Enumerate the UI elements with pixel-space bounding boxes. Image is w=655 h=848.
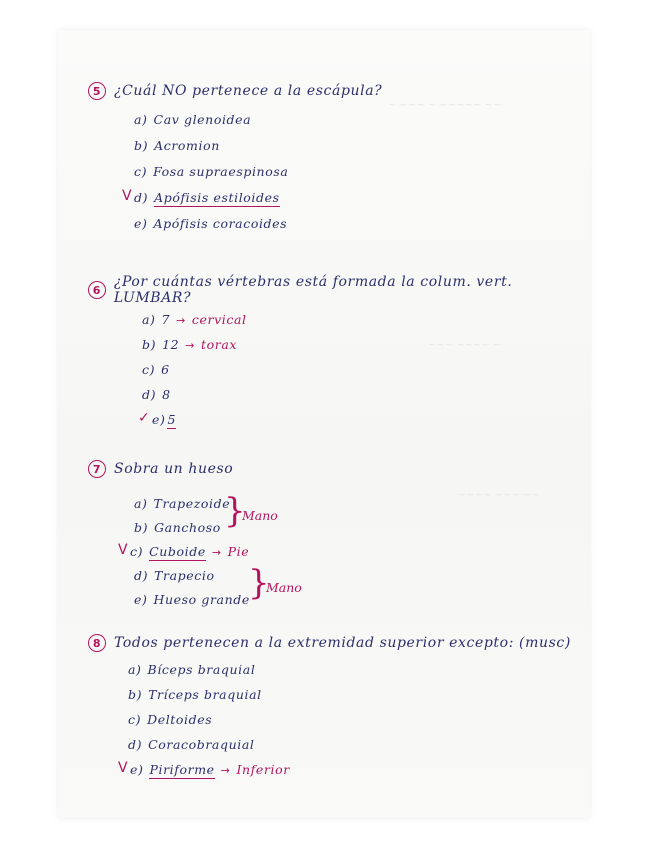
arrow-icon: → [211, 546, 222, 559]
option-c: c) Fosa supraespinosa [134, 164, 289, 179]
arrow-icon: → [220, 764, 231, 777]
question-5 [88, 82, 382, 100]
option-c-correct: c) Cuboide → Pie [130, 544, 250, 559]
question-number-badge: 5 [88, 82, 106, 100]
arrow-icon: → [185, 339, 196, 352]
option-b: b) Acromion [134, 138, 220, 153]
option-b: b) 12 → torax [142, 337, 238, 352]
option-d-correct: d) Apófisis estiloides [134, 190, 280, 205]
question-number-badge: 8 [88, 634, 106, 652]
option-a: a) Trapezoide [134, 496, 231, 511]
question-number-badge: 6 [88, 281, 106, 299]
question-7 [88, 460, 233, 478]
option-e-correct: e) Piriforme → Inferior [130, 762, 290, 777]
option-c: c) Deltoides [128, 712, 213, 727]
paper-sheet [58, 30, 590, 818]
option-e-correct: e) 5 [152, 412, 177, 427]
question-8 [88, 634, 571, 652]
bleed-through-text: ~~~~ ~~~ ~~ [458, 490, 540, 501]
option-e: e) Hueso grande [134, 592, 250, 607]
brace-icon: } [224, 491, 246, 531]
bleed-through-text: ~~~ ~~~~ ~ [428, 340, 502, 351]
correct-check-mark: ✓ [138, 410, 150, 426]
question-number-badge: 7 [88, 460, 106, 478]
option-c: c) 6 [142, 362, 170, 377]
option-d: d) 8 [142, 387, 171, 402]
option-d: d) Coracobraquial [128, 737, 255, 752]
brace-label: Mano [266, 580, 302, 595]
option-a: a) Bíceps braquial [128, 662, 256, 677]
brace-icon: } [248, 563, 270, 603]
brace-label: Mano [242, 508, 278, 523]
question-6 [88, 274, 590, 306]
option-e: e) Apófisis coracoides [134, 216, 288, 231]
question-text: Sobra un hueso [114, 461, 234, 477]
option-a: a) 7 → cervical [142, 312, 247, 327]
correct-check-mark: V [122, 188, 132, 204]
question-text: ¿Por cuántas vértebras está formada la colum. vert. LUMBAR? [113, 274, 513, 306]
option-d: d) Trapecio [134, 568, 215, 583]
bleed-through-text: ~ ~~~ ~ ~~~~~ ~~ [388, 100, 502, 111]
correct-check-mark: V [118, 760, 128, 776]
arrow-icon: → [176, 314, 186, 327]
question-text: Todos pertenecen a la extremidad superior excepto: (musc) [114, 635, 571, 651]
question-text: ¿Cuál NO pertenece a la escápula? [114, 83, 383, 99]
option-b: b) Tríceps braquial [128, 687, 262, 702]
correct-check-mark: V [118, 542, 128, 558]
option-b: b) Ganchoso [134, 520, 221, 535]
option-a: a) Cav glenoidea [134, 112, 252, 127]
